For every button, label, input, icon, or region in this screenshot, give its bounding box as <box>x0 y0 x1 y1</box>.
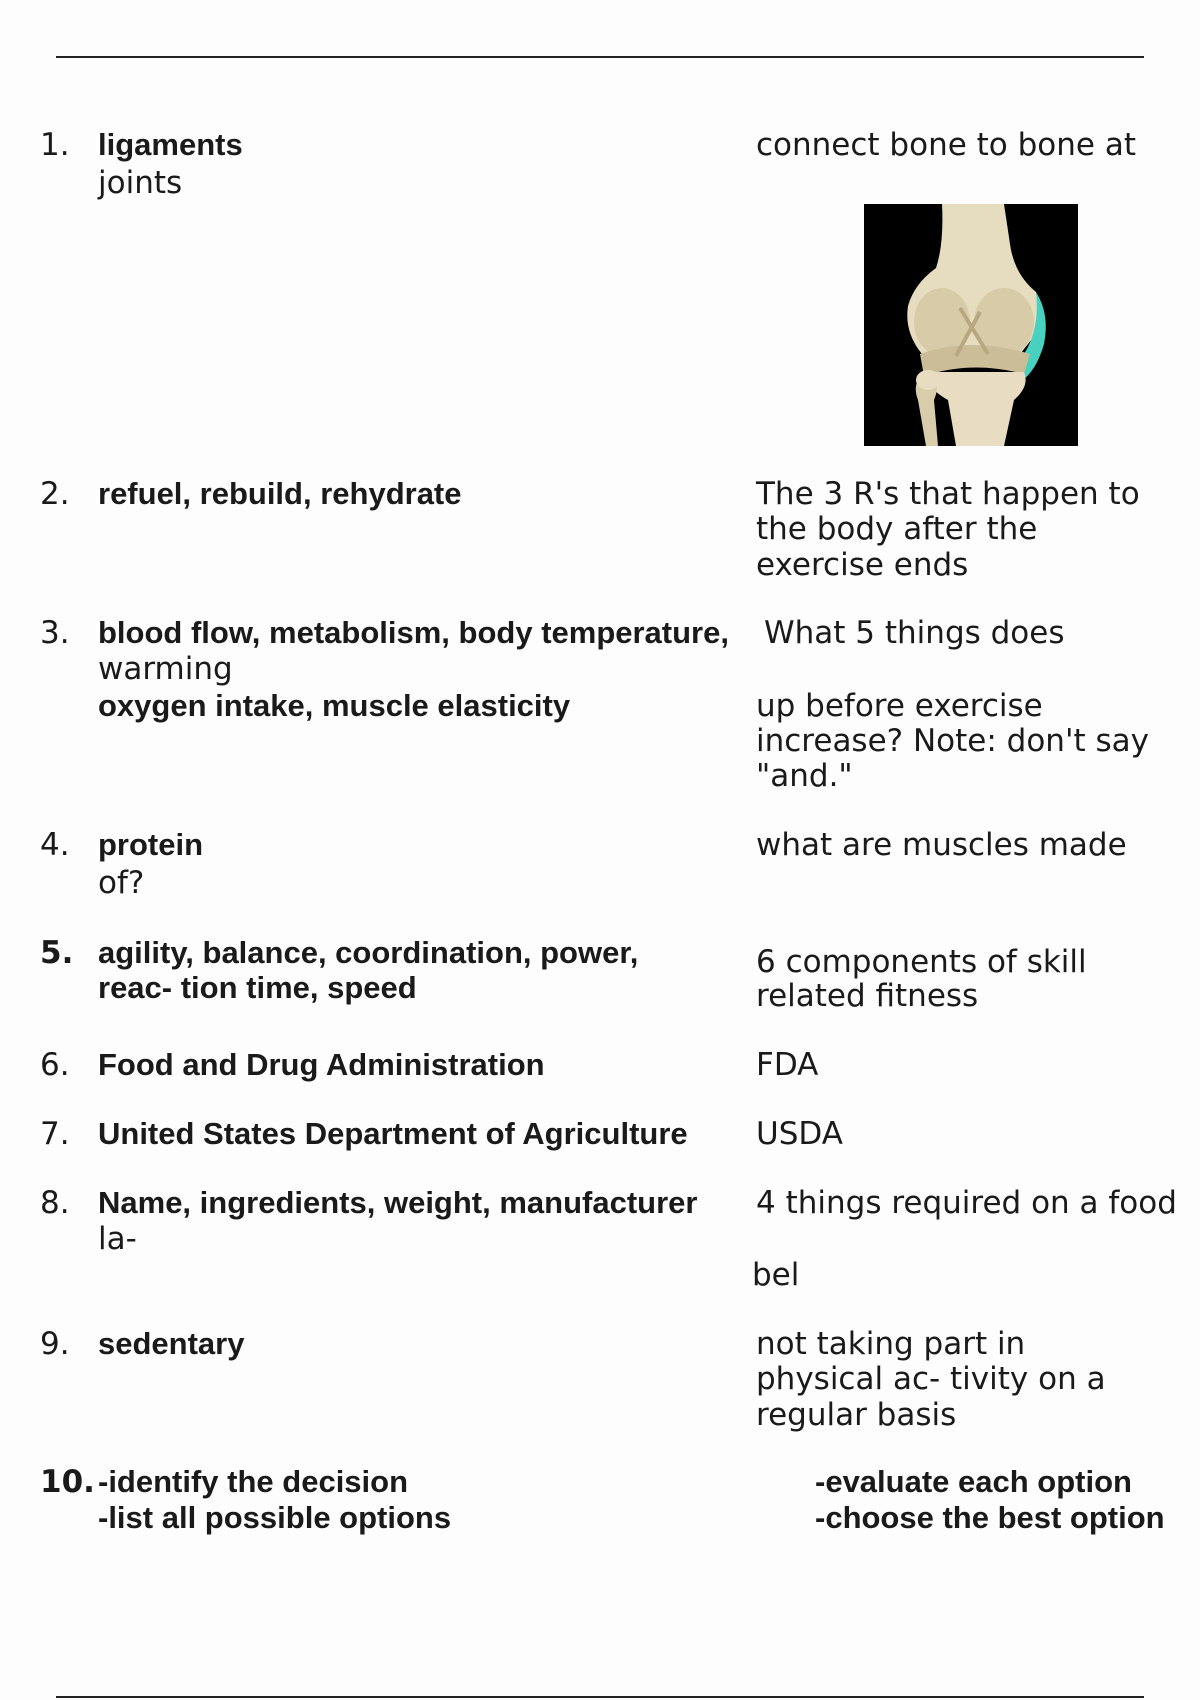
definition-line: the body after the <box>756 511 1038 547</box>
term: refuel, rebuild, rehydrate <box>98 476 462 511</box>
definition-line: "and." <box>756 758 853 794</box>
definition-line: not taking part in <box>756 1326 1026 1362</box>
definition-line: -evaluate each option <box>815 1464 1132 1499</box>
definition-line: exercise ends <box>756 547 969 583</box>
item-number: 10. <box>40 1464 95 1500</box>
definition-line: increase? Note: don't say <box>756 723 1149 759</box>
term: sedentary <box>98 1326 245 1361</box>
definition-line: regular basis <box>756 1397 957 1433</box>
term: Name, ingredients, weight, manufacturer <box>98 1185 698 1220</box>
definition-line: The 3 R's that happen to <box>756 476 1140 512</box>
definition: USDA <box>756 1116 843 1152</box>
item-number: 9. <box>40 1326 70 1362</box>
item-number: 7. <box>40 1116 70 1152</box>
knee-joint-icon <box>864 204 1078 446</box>
definition-line: physical ac- tivity on a <box>756 1361 1106 1397</box>
term: agility, balance, coordination, power, <box>98 935 639 970</box>
definition: connect bone to bone at <box>756 127 1136 163</box>
definition-continuation: warming <box>98 651 233 687</box>
top-rule <box>56 56 1144 58</box>
definition-line: related fitness <box>756 978 979 1014</box>
definition-continuation: of? <box>98 865 145 901</box>
item-number: 6. <box>40 1047 70 1083</box>
item-number: 2. <box>40 476 70 512</box>
bottom-rule <box>56 1696 1144 1698</box>
term-continuation: joints <box>98 165 183 201</box>
item-number: 3. <box>40 615 70 651</box>
item-number: 8. <box>40 1185 70 1221</box>
term: blood flow, metabolism, body temperature, <box>98 615 729 650</box>
definition: what are muscles made <box>756 827 1127 863</box>
definition: 4 things required on a food <box>756 1185 1177 1221</box>
item-number: 4. <box>40 827 70 863</box>
term-continuation: la- <box>98 1221 137 1257</box>
definition-line: -choose the best option <box>815 1500 1165 1535</box>
term: -identify the decision <box>98 1464 409 1499</box>
term: ligaments <box>98 127 243 162</box>
definition: What 5 things does <box>764 615 1065 651</box>
term: United States Department of Agriculture <box>98 1116 688 1151</box>
definition: FDA <box>756 1047 819 1083</box>
definition-line: up before exercise <box>756 688 1043 724</box>
item-number: 5. <box>40 935 74 971</box>
item-number: 1. <box>40 127 70 163</box>
knee-joint-image <box>864 204 1078 446</box>
term: -list all possible options <box>98 1500 452 1535</box>
definition-continuation: bel <box>752 1257 800 1293</box>
term: Food and Drug Administration <box>98 1047 545 1082</box>
term: reac- tion time, speed <box>98 970 417 1005</box>
definition-line: 6 components of skill <box>756 944 1087 980</box>
term: oxygen intake, muscle elasticity <box>98 688 571 723</box>
term: protein <box>98 827 204 862</box>
